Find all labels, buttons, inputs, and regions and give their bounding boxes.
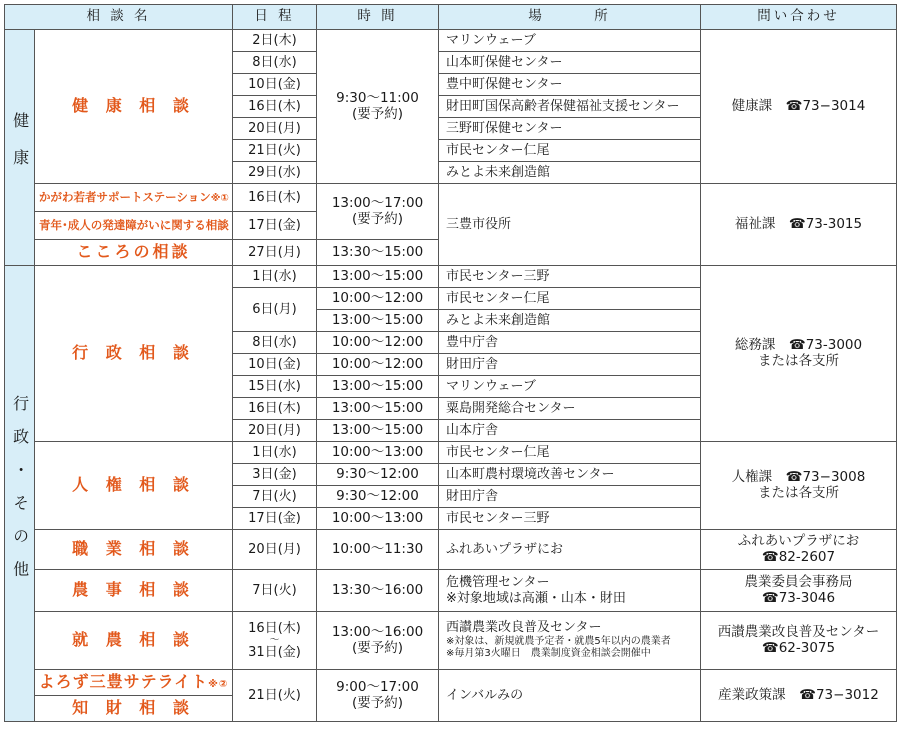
welfare-place: 三豊市役所 [439,184,701,266]
kenko-name: 健 康 相 談 [35,30,233,184]
date-cell: 17日(金) [233,212,317,240]
date-cell: 21日(火) [233,140,317,162]
table-row [5,670,897,696]
time-cell: 13:30〜15:00 [317,240,439,266]
place-cell: 粟島開発総合センター [439,398,701,420]
noji-name: 農 事 相 談 [35,570,233,612]
header-name: 相 談 名 [5,5,233,30]
time-cell: 13:00〜15:00 [317,310,439,332]
table-row [5,530,897,570]
place-cell: 財田町国保高齢者保健福祉支援センター [439,96,701,118]
date-cell: 20日(月) [233,118,317,140]
shuno-time: 13:00〜16:00 (要予約) [317,612,439,670]
time-cell: 10:00〜12:00 [317,332,439,354]
date-cell: 27日(月) [233,240,317,266]
place-cell: マリンウェーブ [439,376,701,398]
place-cell: 豊中庁舎 [439,332,701,354]
time-cell: 10:00〜13:00 [317,442,439,464]
date-cell: 2日(木) [233,30,317,52]
date-cell: 17日(金) [233,508,317,530]
time-cell: 9:30〜12:00 [317,464,439,486]
place-cell: 財田庁舎 [439,354,701,376]
header-place: 場 所 [439,5,701,30]
place-cell: ふれあいプラザにお [439,530,701,570]
time-cell: 13:00〜15:00 [317,266,439,288]
place-cell: 市民センター仁尾 [439,442,701,464]
welfare-time: 13:00〜17:00 (要予約) [317,184,439,240]
wakamono-name: かがわ若者サポートステーション※① [35,184,233,212]
time-cell: 10:00〜11:30 [317,530,439,570]
date-cell: 20日(月) [233,420,317,442]
place-cell: 財田庁舎 [439,486,701,508]
shuno-contact: 西讃農業改良普及センター ☎62-3075 [701,612,897,670]
time-cell: 10:00〜13:00 [317,508,439,530]
place-cell: 豊中町保健センター [439,74,701,96]
date-cell: 10日(金) [233,354,317,376]
header-row [5,5,897,30]
gyosei-contact: 総務課 ☎73-3000 または各支所 [701,266,897,442]
date-cell: 15日(水) [233,376,317,398]
place-cell: 山本町保健センター [439,52,701,74]
shuno-name: 就 農 相 談 [35,612,233,670]
date-cell: 1日(水) [233,266,317,288]
time-cell: 13:00〜15:00 [317,376,439,398]
yorozu-name: よろず三豊サテライト※② [35,670,233,696]
date-cell: 29日(水) [233,162,317,184]
chizai-name: 知 財 相 談 [35,696,233,722]
welfare-contact: 福祉課 ☎73-3015 [701,184,897,266]
date-cell: 21日(火) [233,670,317,722]
date-cell: 7日(火) [233,570,317,612]
yorozu-contact: 産業政策課 ☎73−3012 [701,670,897,722]
time-cell: 10:00〜12:00 [317,354,439,376]
time-cell: 10:00〜12:00 [317,288,439,310]
date-cell: 16日(木) [233,96,317,118]
noji-place: 危機管理センター ※対象地域は高瀬・山本・財田 [439,570,701,612]
date-cell: 8日(水) [233,52,317,74]
table-row [5,442,897,464]
place-cell: みとよ未来創造館 [439,162,701,184]
consultation-schedule-table [4,4,897,722]
time-cell: 13:00〜15:00 [317,398,439,420]
header-date: 日 程 [233,5,317,30]
date-cell: 8日(水) [233,332,317,354]
time-cell: 9:30〜12:00 [317,486,439,508]
table-row [5,30,897,52]
place-cell: 三野町保健センター [439,118,701,140]
kenko-contact: 健康課 ☎73−3014 [701,30,897,184]
time-cell: 13:30〜16:00 [317,570,439,612]
place-cell: みとよ未来創造館 [439,310,701,332]
jinken-name: 人 権 相 談 [35,442,233,530]
shuno-place: 西讃農業改良普及センター ※対象は、新規就農予定者・就農5年以内の農業者 ※毎月第3火曜日 農業制度資金相談会開催中 [439,612,701,670]
place-cell: 市民センター仁尾 [439,288,701,310]
kenko-time: 9:30〜11:00 (要予約) [317,30,439,184]
date-cell: 6日(月) [233,288,317,332]
place-cell: 山本庁舎 [439,420,701,442]
place-cell: 山本町農村環境改善センター [439,464,701,486]
yorozu-place: インバルみの [439,670,701,722]
date-cell: 16日(木) [233,398,317,420]
place-cell: マリンウェーブ [439,30,701,52]
category-health: 健 康 [5,30,35,266]
gyosei-name: 行 政 相 談 [35,266,233,442]
shokugyo-contact: ふれあいプラザにお ☎82-2607 [701,530,897,570]
table-row [5,612,897,670]
kokoro-name: こころの相談 [35,240,233,266]
table-row [5,184,897,212]
place-cell: 市民センター仁尾 [439,140,701,162]
jinken-contact: 人権課 ☎73−3008 または各支所 [701,442,897,530]
place-cell: 市民センター三野 [439,508,701,530]
place-cell: 市民センター三野 [439,266,701,288]
hattatsu-name: 青年･成人の発達障がいに関する相談 [35,212,233,240]
date-cell: 7日(火) [233,486,317,508]
shokugyo-name: 職 業 相 談 [35,530,233,570]
time-cell: 13:00〜15:00 [317,420,439,442]
table-row [5,570,897,612]
noji-contact: 農業委員会事務局 ☎73-3046 [701,570,897,612]
header-contact: 問い合わせ [701,5,897,30]
category-gyosei: 行 政 ・ そ の 他 [5,266,35,722]
date-cell: 20日(月) [233,530,317,570]
date-cell: 3日(金) [233,464,317,486]
shuno-date: 16日(木) 〜 31日(金) [233,612,317,670]
header-time: 時 間 [317,5,439,30]
date-cell: 16日(木) [233,184,317,212]
yorozu-time: 9:00〜17:00 (要予約) [317,670,439,722]
date-cell: 1日(水) [233,442,317,464]
table-row [5,266,897,288]
date-cell: 10日(金) [233,74,317,96]
